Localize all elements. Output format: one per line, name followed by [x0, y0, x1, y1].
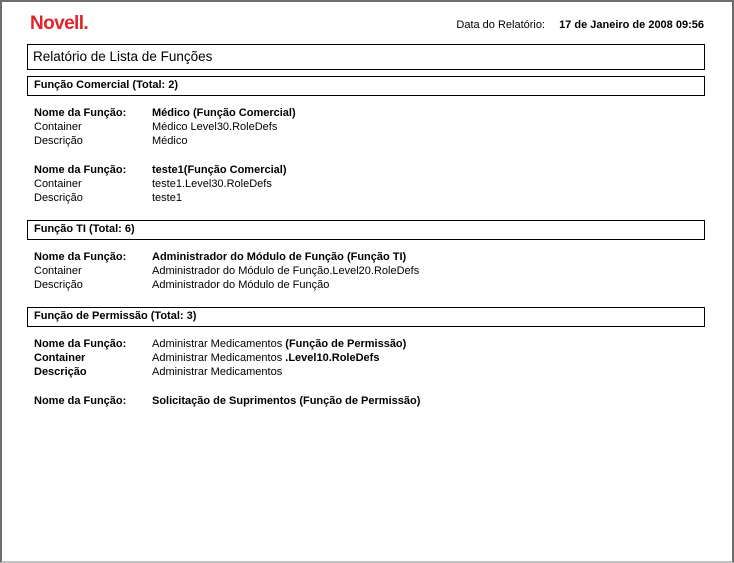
role-entry-medico	[27, 106, 705, 148]
field-label-container: Container	[34, 352, 86, 364]
role-name-suffix: (Função de Permissão)	[285, 338, 407, 350]
role-name-text: Administrador do Módulo de Função (Função TI)	[152, 251, 407, 263]
field-row-container	[27, 120, 705, 134]
report-date	[456, 19, 704, 33]
section-funcao-comercial	[27, 76, 705, 205]
field-label-container: Container	[34, 121, 82, 133]
field-row-container	[27, 351, 705, 365]
field-label-description: Descrição	[34, 135, 83, 147]
role-name-text: teste1(Função Comercial)	[152, 164, 287, 176]
field-label-description: Descrição	[34, 192, 83, 204]
field-row-name	[27, 394, 705, 408]
field-label-name: Nome da Função:	[34, 395, 127, 407]
field-row-description	[27, 134, 705, 148]
section-header-funcao-permissao: Função de Permissão (Total: 3)	[27, 307, 705, 327]
report-content	[2, 2, 732, 408]
field-row-name	[27, 163, 705, 177]
role-description: teste1	[152, 192, 182, 204]
field-label-container: Container	[34, 178, 82, 190]
field-label-description: Descrição	[34, 366, 87, 378]
section-funcao-permissao	[27, 307, 705, 408]
field-label-name: Nome da Função:	[34, 338, 127, 350]
section-header-funcao-ti: Função TI (Total: 6)	[27, 220, 705, 240]
role-name	[152, 394, 420, 408]
role-container-text: teste1.Level30.RoleDefs	[152, 178, 272, 190]
role-container	[152, 264, 419, 278]
role-container-text: Médico Level30.RoleDefs	[152, 121, 278, 133]
report-date-value: 17 de Janeiro de 2008 09:56	[559, 19, 704, 31]
role-entry-teste1	[27, 163, 705, 205]
role-entry-administrar-medicamentos	[27, 337, 705, 379]
field-row-name	[27, 250, 705, 264]
role-container-suffix: .Level10.RoleDefs	[285, 352, 380, 364]
role-container	[152, 120, 277, 134]
field-label-container: Container	[34, 265, 82, 277]
field-label-name: Nome da Função:	[34, 107, 127, 119]
role-name	[152, 250, 406, 264]
report-title: Relatório de Lista de Funções	[27, 44, 705, 70]
role-entry-administrador-modulo	[27, 250, 705, 292]
role-name-suffix: (Função de Permissão)	[299, 395, 421, 407]
role-name-text: Solicitação de Suprimentos	[152, 395, 300, 407]
section-funcao-ti	[27, 220, 705, 292]
field-row-name	[27, 337, 705, 351]
role-container	[152, 351, 379, 365]
field-row-description	[27, 278, 705, 292]
report-header	[27, 14, 705, 33]
role-description: Médico	[152, 135, 188, 147]
role-container-text: Administrar Medicamentos	[152, 352, 286, 364]
field-row-container	[27, 264, 705, 278]
field-label-name: Nome da Função:	[34, 251, 127, 263]
role-name-text: Administrar Medicamentos	[152, 338, 286, 350]
section-header-funcao-comercial: Função Comercial (Total: 2)	[27, 76, 705, 96]
role-name	[152, 163, 286, 177]
role-entry-solicitacao-suprimentos	[27, 394, 705, 408]
field-label-name: Nome da Função:	[34, 164, 127, 176]
field-label-description: Descrição	[34, 279, 83, 291]
role-container	[152, 177, 272, 191]
field-row-description	[27, 365, 705, 379]
role-container-text: Administrador do Módulo de Função.Level20.RoleDefs	[152, 265, 420, 277]
field-row-container	[27, 177, 705, 191]
role-name-text: Médico (Função Comercial)	[152, 107, 296, 119]
role-description: Administrador do Módulo de Função	[152, 279, 330, 291]
field-row-description	[27, 191, 705, 205]
field-row-name	[27, 106, 705, 120]
role-name	[152, 106, 296, 120]
role-name	[152, 337, 406, 351]
role-description: Administrar Medicamentos	[152, 366, 283, 378]
novell-logo: Novell.	[30, 13, 89, 34]
report-date-label: Data do Relatório:	[456, 19, 546, 31]
